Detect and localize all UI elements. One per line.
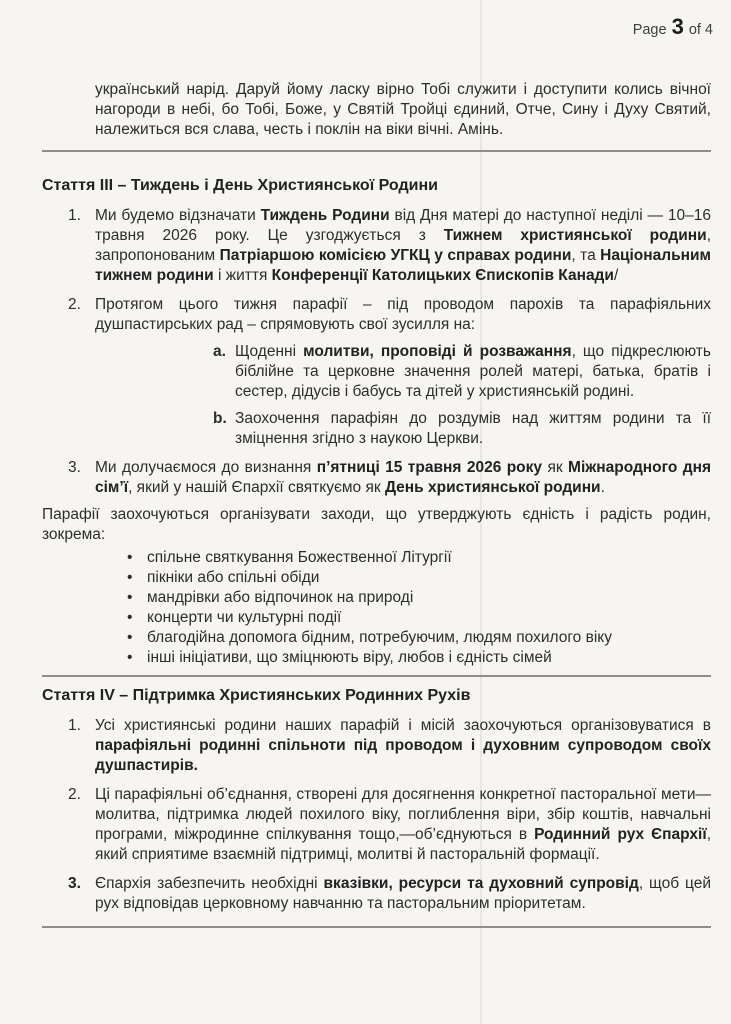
item-text: Усі християнські родини наших парафій і місій заохочуються організовуватися в парафіяльні родинні спільноти під проводом і духовним супроводом своїх душпастирів. bbox=[95, 717, 711, 774]
section3-closing-paragraph: Парафії заохочуються організувати заходи, що утверджують єдність і радість родин, зокрема: bbox=[42, 506, 711, 543]
activity-item bbox=[42, 588, 711, 608]
intro-paragraph: український нарід. Даруй йому ласку вірно Тобі служити і доступити колись вічної нагороди в небі, бо Тобі, Боже, у Святій Тройці єдиний, Отче, Сину і Духу Святий, належиться вся слава, честь і поклін на віки вічні. Амінь. bbox=[95, 81, 711, 138]
section3-item-2b bbox=[213, 409, 711, 449]
activity-label: інші ініціативи, що зміцнюють віру, любов і єдність сімей bbox=[147, 649, 552, 666]
activity-item bbox=[42, 648, 711, 668]
subitem-text: Щоденні молитви, проповіді й розважання, що підкреслюють біблійне та церковне значення ролей матері, батька, братів і сестер, дідусів і бабусь та дітей у християнській родині. bbox=[235, 343, 711, 400]
page-label: Page bbox=[632, 22, 667, 38]
bullet-icon bbox=[127, 648, 147, 668]
item-number: 2. bbox=[68, 786, 81, 803]
activity-item bbox=[42, 548, 711, 568]
bullet-icon bbox=[127, 608, 147, 628]
bullet-icon bbox=[127, 548, 147, 568]
section3-item-2a bbox=[213, 342, 711, 402]
item-number: 1. bbox=[68, 717, 81, 734]
bottom-divider bbox=[42, 926, 711, 928]
item-number: 3. bbox=[68, 459, 81, 476]
activity-item bbox=[42, 628, 711, 648]
subitem-letter: b. bbox=[213, 410, 227, 427]
bullet-icon bbox=[127, 628, 147, 648]
activity-label: мандрівки або відпочинок на природі bbox=[147, 589, 414, 606]
activity-label: концерти чи культурні події bbox=[147, 609, 342, 626]
section3-item-3 bbox=[42, 458, 711, 498]
item-text: Ми будемо відзначати Тиждень Родини від Дня матері до наступної неділі — 10–16 травня 2026 року. Це узгоджується з Тижнем християнської родини, запропонованим Патріаршою комісією УГКЦ у справах родини, та Національним тижнем родини і життя Конференції Католицьких Єпископів Канади/ bbox=[95, 207, 712, 284]
activity-item bbox=[42, 568, 711, 588]
activity-label: благодійна допомога бідним, потребуючим, людям похилого віку bbox=[147, 629, 612, 646]
activities-list bbox=[42, 548, 711, 668]
activity-label: спільне святкування Божественної Літургії bbox=[147, 549, 452, 566]
section3-item-1 bbox=[42, 206, 711, 286]
page-number: 3 bbox=[671, 14, 684, 39]
section-divider bbox=[42, 675, 711, 677]
section-divider bbox=[42, 150, 711, 152]
section3-heading: Стаття III – Тиждень і День Християнської Родини bbox=[42, 177, 438, 194]
item-number: 3. bbox=[68, 875, 81, 892]
item-text: Єпархія забезпечить необхідні вказівки, ресурси та духовний супровід, щоб цей рух відповідав церковному навчанню та пасторальним пріоритетам. bbox=[95, 875, 711, 912]
section4-item-2 bbox=[42, 785, 711, 865]
item-number: 2. bbox=[68, 296, 81, 313]
activity-label: пікніки або спільні обіди bbox=[147, 569, 320, 586]
item-number: 1. bbox=[68, 207, 81, 224]
bullet-icon bbox=[127, 568, 147, 588]
item-text: Ми долучаємося до визнання п’ятниці 15 травня 2026 року як Міжнародного дня сім’ї, який у нашій Єпархії святкуємо як День християнської родини. bbox=[95, 459, 712, 496]
section4-item-1 bbox=[42, 716, 711, 776]
section4-heading: Стаття IV – Підтримка Християнських Родинних Рухів bbox=[42, 687, 471, 704]
section4-item-3 bbox=[42, 874, 711, 914]
section3-item-2 bbox=[42, 295, 711, 335]
item-text: Протягом цього тижня парафії – під проводом парохів та парафіяльних душпастирських рад – спрямовують свої зусилля на: bbox=[95, 296, 711, 333]
item-text: Ці парафіяльні об’єднання, створені для досягнення конкретної пасторальної мети—молитва, підтримка людей похилого віку, поглиблення віри, збір коштів, навчальні програми, міжродинне спілкування тощо,—об’єднуються в Родинний рух Єпархії, який сприятиме взаємній підтримці, молитві й пасторальній формації. bbox=[95, 786, 712, 863]
activity-item bbox=[42, 608, 711, 628]
subitem-letter: a. bbox=[213, 343, 226, 360]
bullet-icon bbox=[127, 588, 147, 608]
subitem-text: Заохочення парафіян до роздумів над життям родини та її зміцнення згідно з наукою Церкви. bbox=[235, 410, 711, 447]
page-of-label: of 4 bbox=[688, 22, 713, 38]
